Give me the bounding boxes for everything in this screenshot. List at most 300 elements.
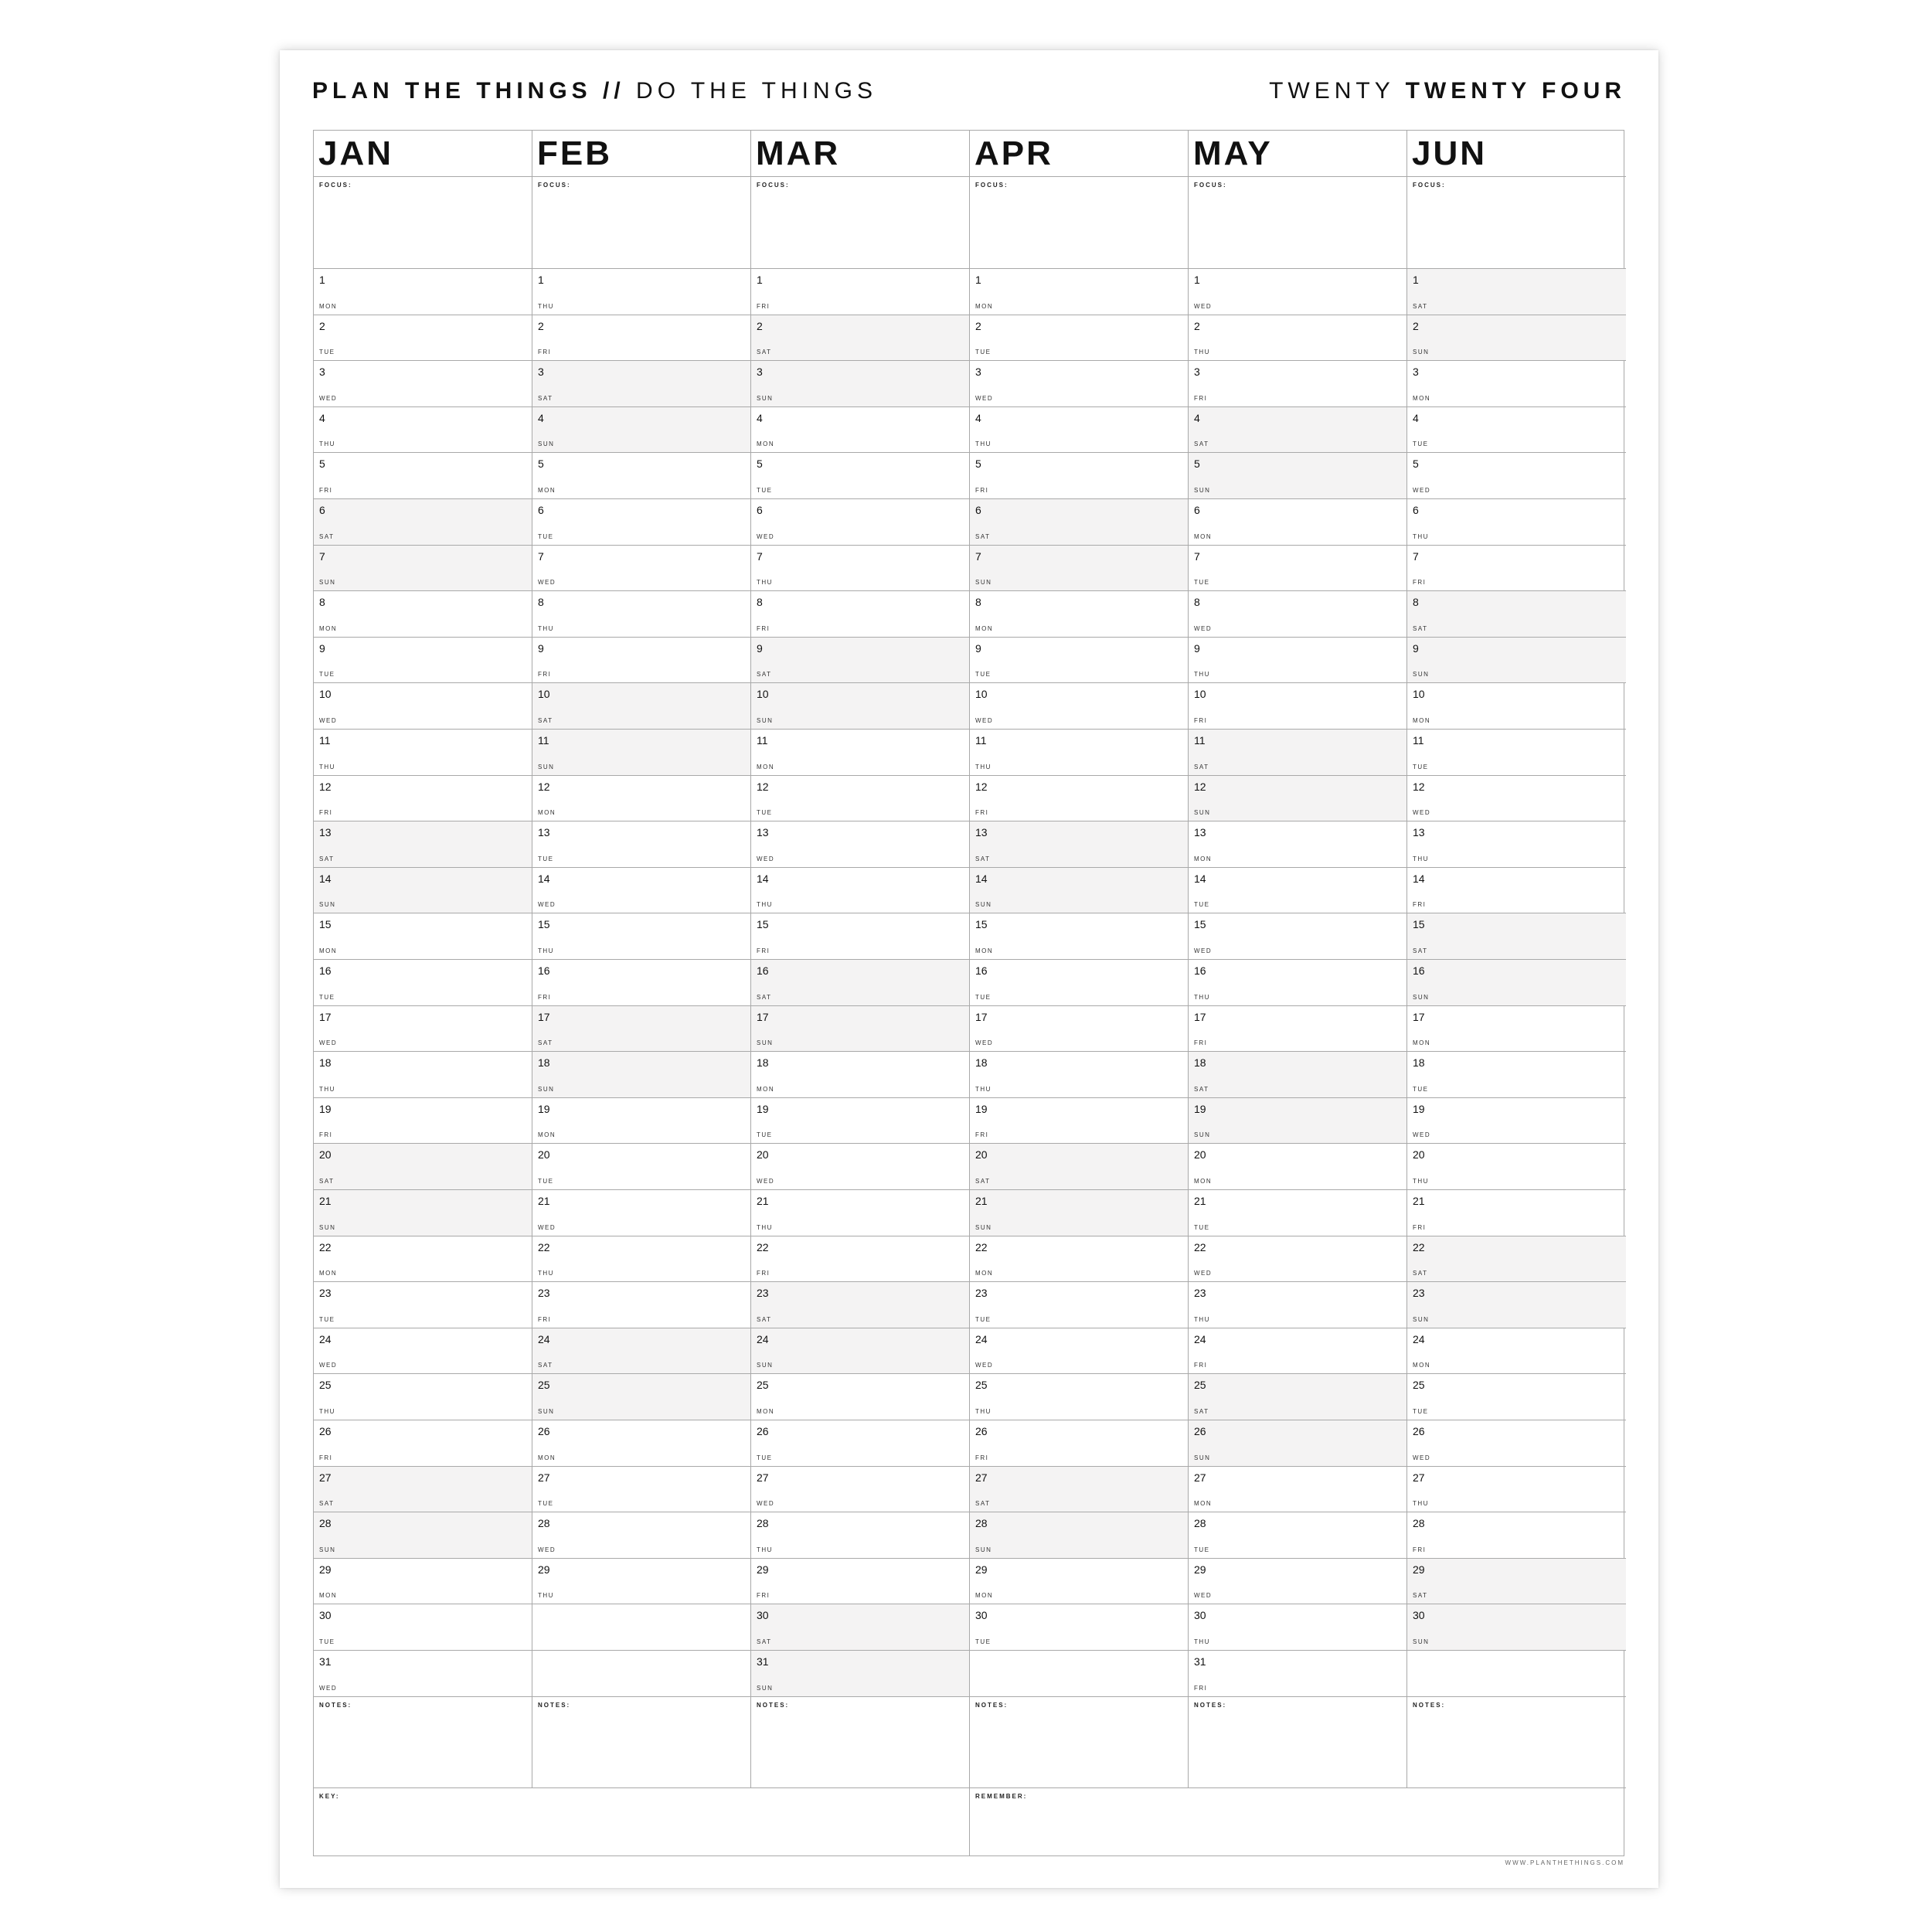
day-of-week: THU <box>757 901 773 909</box>
notes-box[interactable] <box>532 1697 750 1788</box>
day-cell[interactable] <box>1407 591 1626 638</box>
day-of-week: SAT <box>1194 440 1209 448</box>
day-number: 30 <box>1413 1609 1425 1622</box>
day-cell[interactable] <box>532 1420 750 1467</box>
day-of-week: SUN <box>538 440 555 448</box>
day-cell[interactable] <box>751 269 969 315</box>
day-cell[interactable] <box>532 269 750 315</box>
day-number: 1 <box>757 274 763 286</box>
day-number: 28 <box>319 1517 332 1530</box>
day-cell[interactable] <box>970 315 1188 362</box>
day-cell[interactable] <box>1189 1098 1406 1145</box>
day-number: 26 <box>975 1425 988 1437</box>
day-cell[interactable] <box>751 821 969 868</box>
day-cell[interactable] <box>970 1512 1188 1559</box>
day-cell[interactable] <box>1407 269 1626 315</box>
day-cell[interactable] <box>970 1420 1188 1467</box>
day-cell[interactable] <box>532 868 750 914</box>
day-cell[interactable] <box>1189 960 1406 1006</box>
day-of-week: SUN <box>319 579 336 587</box>
day-cell[interactable] <box>532 315 750 362</box>
notes-box[interactable] <box>1189 1697 1406 1788</box>
day-cell[interactable] <box>1189 499 1406 546</box>
day-cell[interactable] <box>970 683 1188 730</box>
day-cell[interactable] <box>970 868 1188 914</box>
day-cell[interactable] <box>751 1512 969 1559</box>
bottom-row <box>314 1788 1624 1855</box>
day-cell[interactable] <box>314 638 532 684</box>
day-cell[interactable] <box>532 776 750 822</box>
day-number: 1 <box>538 274 544 286</box>
day-of-week: SUN <box>975 901 992 909</box>
day-cell[interactable] <box>1189 730 1406 776</box>
day-number: 21 <box>1194 1195 1206 1207</box>
day-cell[interactable] <box>970 1006 1188 1053</box>
day-cell[interactable] <box>970 960 1188 1006</box>
day-cell[interactable] <box>1407 1604 1626 1651</box>
day-cell[interactable] <box>751 1604 969 1651</box>
day-cell[interactable] <box>532 638 750 684</box>
day-of-week: SAT <box>1194 1085 1209 1093</box>
day-cell[interactable] <box>532 361 750 407</box>
day-cell[interactable] <box>1189 1651 1406 1697</box>
focus-box[interactable] <box>751 177 969 269</box>
day-cell[interactable] <box>970 730 1188 776</box>
day-cell[interactable] <box>751 868 969 914</box>
day-cell[interactable] <box>1189 1420 1406 1467</box>
day-cell[interactable] <box>1407 821 1626 868</box>
day-cell[interactable] <box>751 1190 969 1236</box>
day-number: 7 <box>1413 549 1419 563</box>
day-of-week: TUE <box>1413 1407 1429 1415</box>
day-cell[interactable] <box>532 1236 750 1283</box>
day-cell[interactable] <box>532 407 750 454</box>
day-number: 5 <box>538 457 544 471</box>
day-of-week: THU <box>538 947 554 954</box>
day-cell[interactable] <box>314 1420 532 1467</box>
day-number: 26 <box>1194 1425 1206 1437</box>
day-cell[interactable] <box>970 591 1188 638</box>
day-cell[interactable] <box>314 960 532 1006</box>
day-cell[interactable] <box>314 546 532 592</box>
day-of-week: WED <box>1194 947 1213 954</box>
day-cell[interactable] <box>1407 1559 1626 1605</box>
day-cell[interactable] <box>1189 821 1406 868</box>
day-of-week: SAT <box>1413 1270 1428 1277</box>
day-cell[interactable] <box>314 315 532 362</box>
day-cell[interactable] <box>1407 407 1626 454</box>
focus-box[interactable] <box>1407 177 1626 269</box>
day-cell[interactable] <box>751 960 969 1006</box>
day-of-week: MON <box>1413 716 1431 724</box>
day-cell[interactable] <box>532 683 750 730</box>
day-cell[interactable] <box>751 913 969 960</box>
day-cell[interactable] <box>1407 1190 1626 1236</box>
day-of-week: WED <box>757 532 775 540</box>
day-cell[interactable] <box>1407 1328 1626 1375</box>
day-cell[interactable] <box>1407 1512 1626 1559</box>
day-cell[interactable] <box>314 1328 532 1375</box>
day-cell[interactable] <box>751 1282 969 1328</box>
day-cell[interactable] <box>1189 315 1406 362</box>
empty-day-cell[interactable] <box>532 1604 750 1651</box>
day-cell[interactable] <box>532 913 750 960</box>
day-of-week: FRI <box>757 1270 770 1277</box>
day-cell[interactable] <box>532 1190 750 1236</box>
day-cell[interactable] <box>314 1006 532 1053</box>
day-cell[interactable] <box>1189 1512 1406 1559</box>
day-number: 10 <box>975 688 988 701</box>
day-number: 2 <box>538 319 544 332</box>
day-cell[interactable] <box>1189 407 1406 454</box>
day-cell[interactable] <box>1407 1006 1626 1053</box>
focus-label: FOCUS: <box>1194 182 1227 189</box>
day-cell[interactable] <box>751 361 969 407</box>
empty-day-cell[interactable] <box>1407 1651 1626 1697</box>
focus-box[interactable] <box>1189 177 1406 269</box>
day-cell[interactable] <box>1189 1006 1406 1053</box>
day-cell[interactable] <box>1189 1236 1406 1283</box>
day-cell[interactable] <box>532 1374 750 1420</box>
day-number: 10 <box>538 688 550 701</box>
day-cell[interactable] <box>314 1144 532 1190</box>
day-cell[interactable] <box>970 1467 1188 1513</box>
day-cell[interactable] <box>1189 1604 1406 1651</box>
day-number: 14 <box>757 872 769 885</box>
day-of-week: FRI <box>319 1454 333 1461</box>
day-cell[interactable] <box>532 1006 750 1053</box>
day-cell[interactable] <box>314 453 532 499</box>
day-of-week: SAT <box>757 1638 772 1645</box>
day-cell[interactable] <box>314 1467 532 1513</box>
day-cell[interactable] <box>751 546 969 592</box>
day-cell[interactable] <box>1407 1236 1626 1283</box>
day-cell[interactable] <box>751 776 969 822</box>
day-cell[interactable] <box>314 1651 532 1697</box>
day-cell[interactable] <box>1189 638 1406 684</box>
day-of-week: TUE <box>975 993 992 1001</box>
focus-label: FOCUS: <box>975 182 1009 189</box>
day-of-week: FRI <box>319 486 333 494</box>
day-of-week: FRI <box>319 1131 333 1139</box>
day-cell[interactable] <box>1407 1420 1626 1467</box>
day-number: 22 <box>975 1240 988 1253</box>
day-number: 22 <box>538 1240 550 1253</box>
month-column-feb <box>532 131 751 1855</box>
day-cell[interactable] <box>1189 453 1406 499</box>
day-cell[interactable] <box>970 1328 1188 1375</box>
day-cell[interactable] <box>314 1374 532 1420</box>
day-cell[interactable] <box>1189 1374 1406 1420</box>
day-cell[interactable] <box>1407 315 1626 362</box>
day-of-week: MON <box>319 947 338 954</box>
day-cell[interactable] <box>314 591 532 638</box>
day-of-week: THU <box>757 1223 773 1231</box>
day-of-week: WED <box>538 1546 556 1553</box>
day-cell[interactable] <box>970 499 1188 546</box>
day-of-week: SUN <box>1413 349 1430 356</box>
day-cell[interactable] <box>314 1052 532 1098</box>
empty-day-cell[interactable] <box>532 1651 750 1697</box>
day-cell[interactable] <box>1189 1144 1406 1190</box>
day-cell[interactable] <box>1407 1052 1626 1098</box>
day-cell[interactable] <box>532 591 750 638</box>
day-number: 19 <box>538 1102 550 1115</box>
day-of-week: SUN <box>975 1223 992 1231</box>
day-number: 28 <box>538 1517 550 1530</box>
day-cell[interactable] <box>751 1144 969 1190</box>
day-number: 20 <box>757 1148 769 1162</box>
day-cell[interactable] <box>970 407 1188 454</box>
day-number: 31 <box>757 1655 769 1668</box>
day-cell[interactable] <box>314 913 532 960</box>
day-cell[interactable] <box>970 1282 1188 1328</box>
day-cell[interactable] <box>970 1144 1188 1190</box>
day-cell[interactable] <box>314 1190 532 1236</box>
day-of-week: TUE <box>319 349 335 356</box>
month-column-apr <box>970 131 1189 1855</box>
day-cell[interactable] <box>532 821 750 868</box>
day-of-week: SAT <box>538 1039 553 1047</box>
day-cell[interactable] <box>1189 913 1406 960</box>
day-cell[interactable] <box>532 1282 750 1328</box>
day-cell[interactable] <box>1189 361 1406 407</box>
day-cell[interactable] <box>970 361 1188 407</box>
day-cell[interactable] <box>314 776 532 822</box>
day-number: 8 <box>538 596 544 609</box>
day-number: 22 <box>757 1240 769 1253</box>
day-of-week: TUE <box>1194 901 1210 909</box>
footer-url: WWW.PLANTHETHINGS.COM <box>1505 1859 1624 1866</box>
day-number: 18 <box>757 1056 769 1070</box>
day-of-week: THU <box>975 440 992 448</box>
remember-box[interactable] <box>970 1788 1624 1855</box>
day-number: 15 <box>975 918 988 931</box>
day-number: 1 <box>319 274 325 286</box>
day-cell[interactable] <box>1407 913 1626 960</box>
day-cell[interactable] <box>532 1467 750 1513</box>
day-number: 2 <box>1413 319 1419 332</box>
day-cell[interactable] <box>314 683 532 730</box>
day-cell[interactable] <box>1407 1098 1626 1145</box>
day-number: 20 <box>538 1148 550 1162</box>
day-cell[interactable] <box>970 1052 1188 1098</box>
day-cell[interactable] <box>751 1467 969 1513</box>
day-cell[interactable] <box>751 591 969 638</box>
day-of-week: WED <box>975 1039 994 1047</box>
day-of-week: TUE <box>319 993 335 1001</box>
day-cell[interactable] <box>1407 776 1626 822</box>
day-cell[interactable] <box>532 1328 750 1375</box>
day-cell[interactable] <box>1189 683 1406 730</box>
day-number: 10 <box>319 688 332 701</box>
day-number: 2 <box>319 319 325 332</box>
day-cell[interactable] <box>1189 269 1406 315</box>
day-cell[interactable] <box>751 315 969 362</box>
day-cell[interactable] <box>1189 591 1406 638</box>
day-cell[interactable] <box>751 407 969 454</box>
focus-box[interactable] <box>314 177 532 269</box>
day-cell[interactable] <box>1189 868 1406 914</box>
day-cell[interactable] <box>1189 1467 1406 1513</box>
day-of-week: TUE <box>975 671 992 679</box>
day-cell[interactable] <box>314 361 532 407</box>
day-number: 24 <box>1413 1332 1425 1345</box>
day-cell[interactable] <box>751 1006 969 1053</box>
day-cell[interactable] <box>1407 638 1626 684</box>
day-cell[interactable] <box>751 1651 969 1697</box>
day-cell[interactable] <box>1407 868 1626 914</box>
day-cell[interactable] <box>970 776 1188 822</box>
day-cell[interactable] <box>970 1098 1188 1145</box>
day-of-week: TUE <box>1413 440 1429 448</box>
day-number: 6 <box>975 504 981 516</box>
day-cell[interactable] <box>532 1512 750 1559</box>
day-of-week: FRI <box>538 1315 552 1323</box>
day-of-week: SUN <box>538 763 555 770</box>
day-cell[interactable] <box>751 730 969 776</box>
day-cell[interactable] <box>314 407 532 454</box>
day-number: 7 <box>538 549 544 563</box>
day-cell[interactable] <box>314 1559 532 1605</box>
day-of-week: TUE <box>1413 763 1429 770</box>
notes-box[interactable] <box>314 1697 532 1788</box>
day-cell[interactable] <box>1189 1328 1406 1375</box>
day-cell[interactable] <box>970 453 1188 499</box>
day-cell[interactable] <box>751 453 969 499</box>
tagline-bold: PLAN THE THINGS // <box>312 78 625 104</box>
day-number: 9 <box>1194 641 1200 655</box>
day-cell[interactable] <box>1407 683 1626 730</box>
day-number: 26 <box>319 1425 332 1437</box>
day-cell[interactable] <box>1407 499 1626 546</box>
day-cell[interactable] <box>532 730 750 776</box>
day-cell[interactable] <box>751 1559 969 1605</box>
day-number: 19 <box>757 1102 769 1115</box>
day-cell[interactable] <box>314 1236 532 1283</box>
day-cell[interactable] <box>314 499 532 546</box>
day-cell[interactable] <box>1189 1282 1406 1328</box>
day-number: 19 <box>1194 1102 1206 1115</box>
day-of-week: THU <box>319 763 335 770</box>
day-of-week: SUN <box>975 1546 992 1553</box>
notes-label: NOTES: <box>1413 1702 1446 1709</box>
day-of-week: SUN <box>1194 1454 1211 1461</box>
day-cell[interactable] <box>532 1144 750 1190</box>
day-cell[interactable] <box>751 1052 969 1098</box>
day-cell[interactable] <box>751 1420 969 1467</box>
day-cell[interactable] <box>1189 1190 1406 1236</box>
day-cell[interactable] <box>970 821 1188 868</box>
day-of-week: SUN <box>319 1546 336 1553</box>
day-of-week: WED <box>1194 302 1213 310</box>
empty-day-cell[interactable] <box>970 1651 1188 1697</box>
day-cell[interactable] <box>1189 1052 1406 1098</box>
day-of-week: THU <box>975 1085 992 1093</box>
day-number: 24 <box>319 1332 332 1345</box>
day-of-week: TUE <box>757 486 773 494</box>
day-cell[interactable] <box>1407 1282 1626 1328</box>
day-number: 5 <box>975 457 981 471</box>
day-cell[interactable] <box>970 1190 1188 1236</box>
day-cell[interactable] <box>1189 546 1406 592</box>
day-of-week: SAT <box>1413 947 1428 954</box>
day-cell[interactable] <box>1407 546 1626 592</box>
day-of-week: SAT <box>319 532 335 540</box>
day-of-week: SAT <box>757 349 772 356</box>
key-box[interactable] <box>314 1788 970 1855</box>
day-cell[interactable] <box>1407 1144 1626 1190</box>
day-cell[interactable] <box>532 1098 750 1145</box>
day-cell[interactable] <box>970 1559 1188 1605</box>
day-cell[interactable] <box>970 269 1188 315</box>
focus-box[interactable] <box>970 177 1188 269</box>
day-cell[interactable] <box>1407 1374 1626 1420</box>
day-number: 11 <box>538 734 549 747</box>
day-cell[interactable] <box>751 1374 969 1420</box>
day-cell[interactable] <box>314 1098 532 1145</box>
day-cell[interactable] <box>1407 361 1626 407</box>
day-cell[interactable] <box>751 499 969 546</box>
day-cell[interactable] <box>751 1328 969 1375</box>
day-of-week: WED <box>1194 1270 1213 1277</box>
day-cell[interactable] <box>751 1098 969 1145</box>
day-cell[interactable] <box>532 499 750 546</box>
day-cell[interactable] <box>1407 960 1626 1006</box>
day-cell[interactable] <box>532 546 750 592</box>
day-cell[interactable] <box>970 1604 1188 1651</box>
notes-box[interactable] <box>970 1697 1188 1788</box>
day-number: 29 <box>975 1563 988 1576</box>
day-number: 4 <box>319 411 325 424</box>
day-of-week: TUE <box>757 1454 773 1461</box>
day-cell[interactable] <box>751 1236 969 1283</box>
day-of-week: THU <box>538 302 554 310</box>
day-of-week: FRI <box>975 1454 989 1461</box>
day-number: 16 <box>1413 964 1425 977</box>
notes-box[interactable] <box>751 1697 969 1788</box>
day-number: 13 <box>319 826 332 839</box>
day-cell[interactable] <box>314 868 532 914</box>
notes-box[interactable] <box>1407 1697 1626 1788</box>
day-cell[interactable] <box>314 1282 532 1328</box>
day-cell[interactable] <box>751 683 969 730</box>
day-cell[interactable] <box>970 1236 1188 1283</box>
day-cell[interactable] <box>970 913 1188 960</box>
day-cell[interactable] <box>314 730 532 776</box>
day-cell[interactable] <box>1189 1559 1406 1605</box>
day-cell[interactable] <box>532 1052 750 1098</box>
day-cell[interactable] <box>751 638 969 684</box>
day-cell[interactable] <box>314 1604 532 1651</box>
day-cell[interactable] <box>532 453 750 499</box>
day-of-week: FRI <box>975 1131 989 1139</box>
day-cell[interactable] <box>1407 453 1626 499</box>
day-cell[interactable] <box>532 1559 750 1605</box>
day-cell[interactable] <box>314 1512 532 1559</box>
day-cell[interactable] <box>970 638 1188 684</box>
day-cell[interactable] <box>314 821 532 868</box>
day-cell[interactable] <box>1407 1467 1626 1513</box>
day-cell[interactable] <box>970 546 1188 592</box>
day-cell[interactable] <box>1407 730 1626 776</box>
day-number: 30 <box>975 1609 988 1622</box>
day-cell[interactable] <box>314 269 532 315</box>
day-cell[interactable] <box>1189 776 1406 822</box>
day-cell[interactable] <box>970 1374 1188 1420</box>
day-cell[interactable] <box>532 960 750 1006</box>
focus-box[interactable] <box>532 177 750 269</box>
